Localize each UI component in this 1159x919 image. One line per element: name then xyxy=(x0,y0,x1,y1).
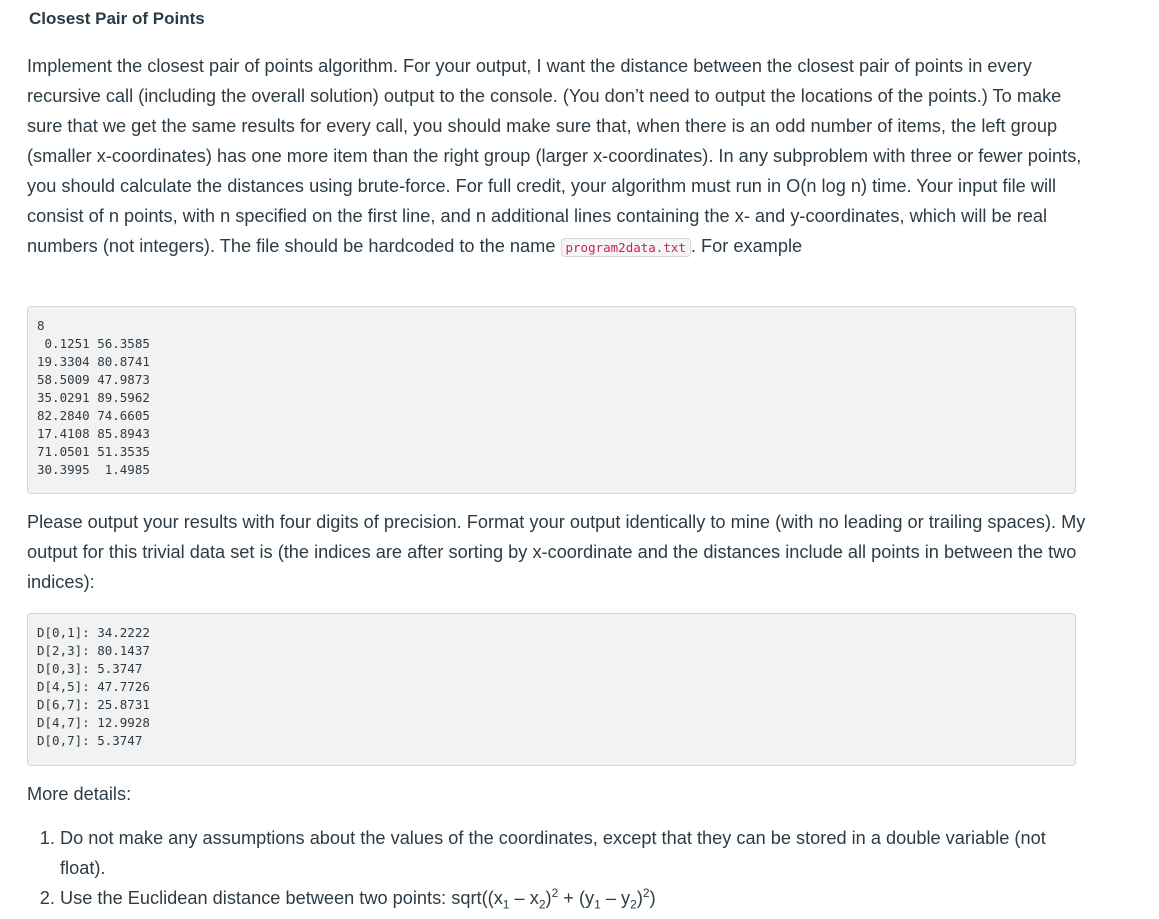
list-item: 2. Use the Euclidean distance between two points: $sqrt((x_1 - x_2)^2 + (y_1 - y_2)^2)$ xyxy=(60,883,1090,913)
intro-text: Implement the closest pair of points algorithm. For your output, I want the distance between the closest pair of points in every recursive call (including the overall solution) output to the console. (You don’t need to output the locations of the points.) To make sure that we get the same results for every call, you should make sure that, when there is an odd number of items, the left group (smaller x-coordinates) has one more item than the right group (larger x-coordinates). In any subproblem with three or fewer points, you should calculate the distances using brute-force. For full credit, your algorithm must run in O(n log n) time. Your input file will consist of n points, with n specified on the first line, and n additional lines containing the x- and y-coordinates, which will be real numbers (not integers). The file should be hardcoded to the name xyxy=(27,56,1082,256)
example-output-block: D[0,1]: 34.2222 D[2,3]: 80.1437 D[0,3]: 5.3747 D[4,5]: 47.7726 D[6,7]: 25.8731 D[4,7]: 12.9928 D[0,7]: 5.3747 xyxy=(27,613,1076,766)
page-title: Closest Pair of Points xyxy=(29,9,205,28)
filename-code: program2data.txt xyxy=(561,238,691,257)
output-paragraph: Please output your results with four digits of precision. Format your output identically to mine (with no leading or trailing spaces). My output for this trivial data set is (the indices are after sorting by x-coordinate and the distances include all points in between the two indices): xyxy=(27,512,1086,592)
intro-paragraph xyxy=(27,51,1087,263)
intro-text-end: . For example xyxy=(690,236,803,256)
list-item: 1. Do not make any assumptions about the values of the coordinates, except that they can be stored in a double variable (not float). xyxy=(60,823,1090,883)
example-input-block: 8 0.1251 56.3585 19.3304 80.8741 58.5009 47.9873 35.0291 89.5962 82.2840 74.6605 17.4108 85.8943 71.0501 51.3535 30.3995 1.4985 xyxy=(27,306,1076,494)
details-list xyxy=(27,823,1090,913)
more-details-heading: More details: xyxy=(27,784,132,804)
